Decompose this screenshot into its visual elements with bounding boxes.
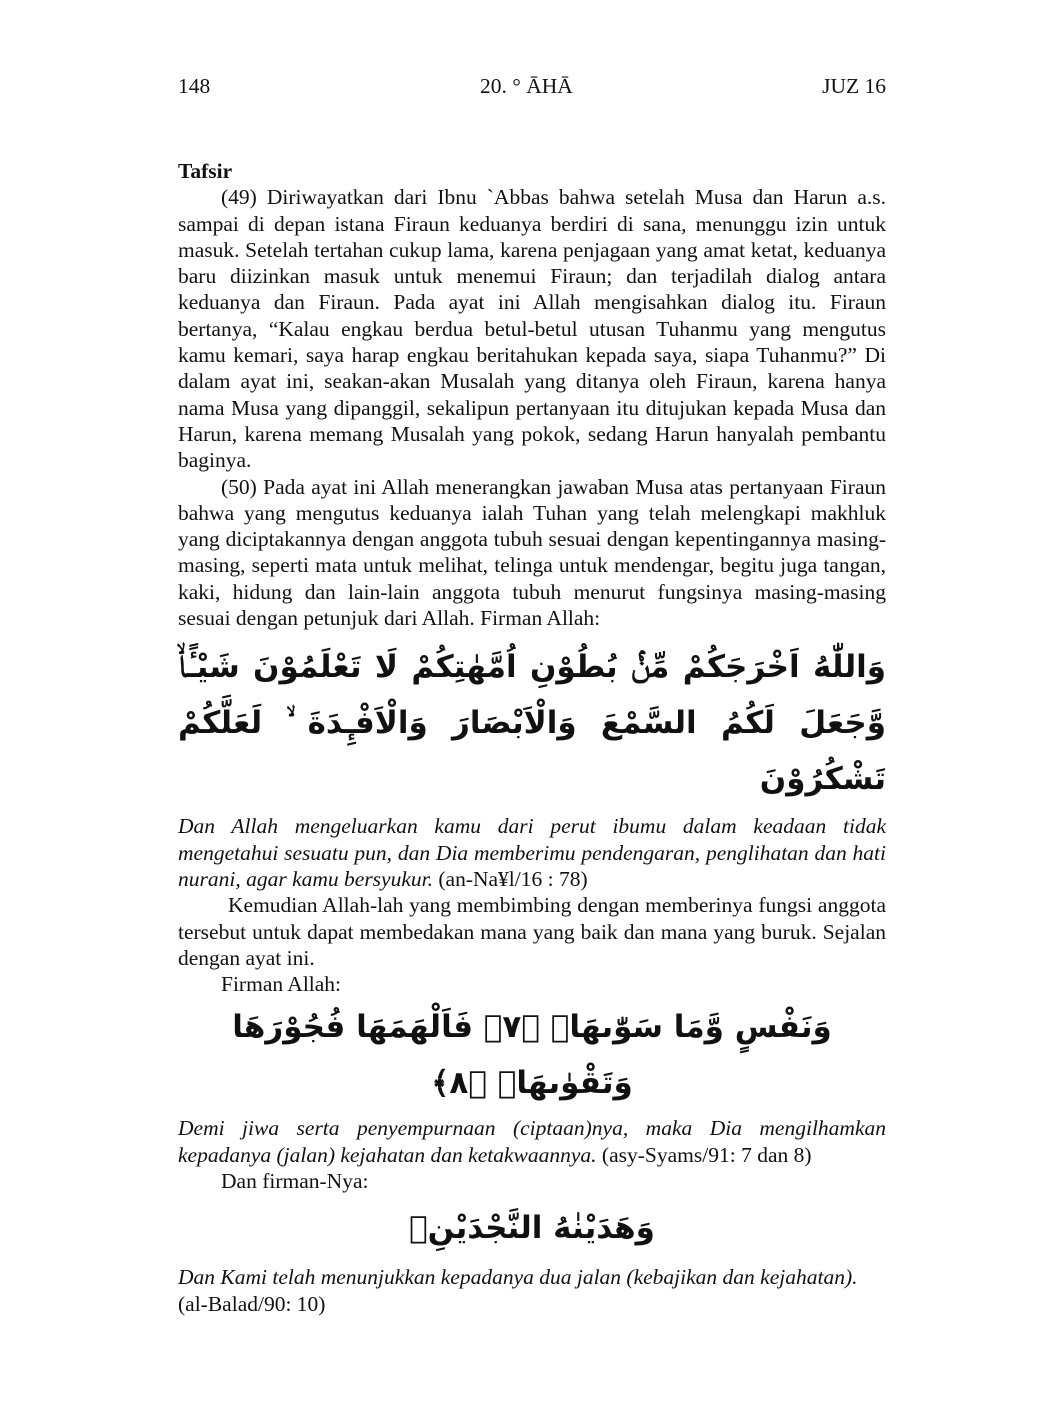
paragraph-50: (50) Pada ayat ini Allah menerangkan jawaban Musa atas pertanyaan Firaun bahwa yang mengutus keduanya ialah Tuhan yang telah melengkapi makhluk yang diciptakannya dengan anggota tubuh sesuai dengan kepentingannya masing-masing, seperti mata untuk melihat, telinga untuk mendengar, begitu juga tangan, kaki, hidung dan lain-lain anggota tubuh menurut fungsinya masing-masing sesuai dengan petunjuk dari Allah. Firman Allah: bbox=[178, 474, 886, 631]
paragraph-after-verse: Kemudian Allah-lah yang membimbing dengan memberinya fungsi anggota tersebut untuk dapat membedakan mana yang baik dan mana yang buruk. Sejalan dengan ayat ini. bbox=[178, 893, 886, 970]
firman-label-1: Firman Allah: bbox=[221, 972, 342, 997]
paragraph-49: (49) Diriwayatkan dari Ibnu `Abbas bahwa setelah Musa dan Harun a.s. sampai di depan istana Firaun keduanya berdiri di sana, menunggu izin untuk masuk. Setelah tertahan cukup lama, karena penjagaan yang amat ketat, keduanya baru diizinkan masuk untuk menemui Firaun; dan terjadilah dialog antara keduanya dan Firaun. Pada ayat ini Allah mengisahkan dialog itu. Firaun bertanya, “Kalau engkau berdua betul-betul utusan Tuhanmu yang mengutus kamu kemari, saya harap engkau beritahukan kepada saya, siapa Tuhanmu?” Di dalam ayat ini, seakan-akan Musalah yang ditanya oleh Firaun, karena hanya nama Musa yang dipanggil, sekalipun pertanyaan itu ditujukan kepada Musa dan Harun, karena memang Musalah yang pokok, sedang Harun hanyalah pembantu baginya. bbox=[178, 185, 886, 473]
verse-reference: (an-Na¥l/16 : 78) bbox=[433, 866, 588, 891]
juz-label: JUZ 16 bbox=[822, 74, 886, 98]
translation-text: Dan Allah mengeluarkan kamu dari perut ibumu dalam keadaan tidak mengetahui sesuatu pun, dan Dia memberimu pendengaran, penglihatan dan hati nurani, agar kamu bersyukur. bbox=[178, 814, 886, 891]
page-content bbox=[178, 158, 886, 1317]
verse-reference: (asy-Syams/91: 7 dan 8) bbox=[596, 1142, 812, 1167]
firman-label-2: Dan firman-Nya: bbox=[221, 1169, 369, 1194]
translation-text: Demi jiwa serta penyempurnaan (ciptaan)nya, maka Dia mengilhamkan kepadanya (jalan) kejahatan dan ketakwaannya. bbox=[178, 1116, 886, 1167]
verse-translation-2 bbox=[178, 1115, 886, 1168]
arabic-verse-an-nahl-78: وَاللّٰهُ اَخْرَجَكُمْ مِّنْۢ بُطُوْنِ اُمَّهٰتِكُمْ لَا تَعْلَمُوْنَ شَيْـًٔاۙ وَّجَعَلَ لَكُمُ السَّمْعَ وَالْاَبْصَارَ وَالْاَفْـِٕدَةَ ۙ لَعَلَّكُمْ تَشْكُرُوْنَ bbox=[178, 649, 886, 798]
surah-title: 20. ° ĀHĀ bbox=[480, 74, 573, 98]
page-number: 148 bbox=[178, 74, 211, 98]
verse-translation-3: Dan Kami telah menunjukkan kepadanya dua jalan (kebajikan dan kejahatan). bbox=[178, 1265, 858, 1290]
arabic-verse-al-balad: وَهَدَيْنٰهُ النَّجْدَيْنِۙ bbox=[409, 1210, 655, 1247]
arabic-verse-asy-syams: وَنَفْسٍ وَّمَا سَوّٰىهَاۖ ﴿٧﴾ فَاَلْهَمَهَا فُجُوْرَهَا وَتَقْوٰىهَاۖ ﴿٨﴾ bbox=[232, 1009, 832, 1102]
verse-reference-3: (al-Balad/90: 10) bbox=[178, 1291, 326, 1316]
verse-translation-1 bbox=[178, 813, 886, 892]
section-title: Tafsir bbox=[178, 159, 233, 183]
page-header bbox=[178, 74, 886, 100]
